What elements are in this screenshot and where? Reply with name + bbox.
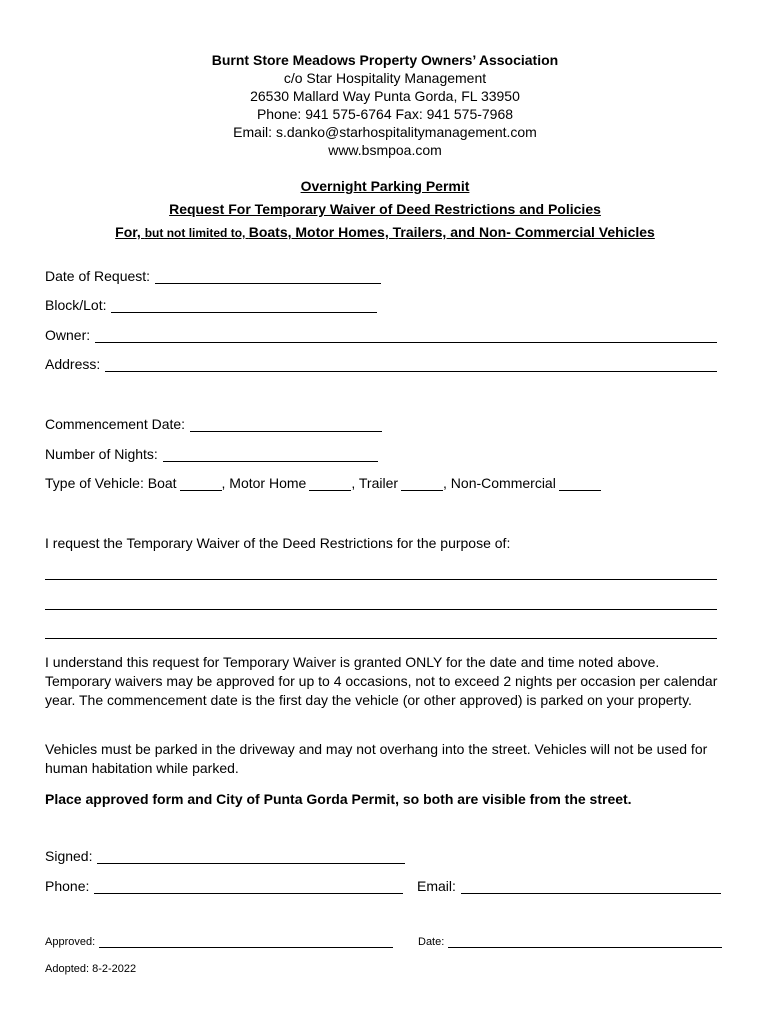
care-of: c/o Star Hospitality Management [283, 70, 487, 86]
date-of-request-field [45, 268, 381, 284]
contact-email: Email: s.danko@starhospitalitymanagement.com [233, 124, 537, 140]
approved-label: Approved: [45, 936, 96, 948]
signed-label: Signed: [45, 848, 93, 864]
block-lot-label: Block/Lot: [45, 297, 107, 313]
parking-rules-paragraph: Vehicles must be parked in the driveway and may not overhang into the street. Vehicles will not be used for human habitation while parked. [45, 741, 708, 776]
letterhead [0, 51, 770, 159]
street-address: 26530 Mallard Way Punta Gorda, FL 33950 [250, 88, 520, 104]
block-lot-line[interactable] [111, 297, 377, 313]
purpose-line-1[interactable] [45, 579, 717, 580]
vehicle-type-field [45, 475, 601, 491]
purpose-label: I request the Temporary Waiver of the Deed Restrictions for the purpose of: [45, 535, 511, 551]
approved-field [45, 935, 393, 948]
signed-line[interactable] [97, 848, 405, 864]
date-of-request-line[interactable] [155, 268, 381, 284]
vehicle-trailer-line[interactable] [401, 475, 443, 491]
phone-fax: Phone: 941 575-6764 Fax: 941 575-7968 [256, 106, 514, 122]
email-label: Email: [417, 878, 456, 894]
vehicle-noncommercial-line[interactable] [559, 475, 601, 491]
date-of-request-label: Date of Request: [45, 268, 151, 284]
org-name: Burnt Store Meadows Property Owners’ Association [211, 52, 559, 68]
vehicle-trailer-label: , Trailer [351, 475, 399, 491]
date-field [418, 935, 722, 948]
vehicle-noncommercial-label: , Non-Commercial [443, 475, 556, 491]
purpose-line-2[interactable] [45, 609, 717, 610]
signed-field [45, 848, 405, 864]
owner-field [45, 327, 717, 343]
vehicle-types-heading [0, 224, 770, 240]
vehicle-boat-line[interactable] [180, 475, 222, 491]
form-title: Overnight Parking Permit [300, 178, 470, 194]
adopted-date: Adopted: 8-2-2022 [45, 963, 137, 975]
block-lot-field [45, 297, 377, 313]
date-line[interactable] [448, 935, 722, 948]
number-of-nights-label: Number of Nights: [45, 446, 158, 462]
address-field [45, 356, 717, 372]
heading-part-for: For, [115, 224, 145, 240]
email-field [417, 878, 721, 894]
heading-part-small: but not limited to, [144, 226, 249, 240]
date-label: Date: [418, 936, 445, 948]
phone-label: Phone: [45, 878, 90, 894]
number-of-nights-field [45, 446, 378, 462]
website: www.bsmpoa.com [328, 142, 442, 158]
heading-part-vehicles: Boats, Motor Homes, Trailers, and Non- Commercial Vehicles [248, 224, 655, 240]
address-label: Address: [45, 356, 101, 372]
phone-line[interactable] [94, 878, 403, 894]
address-line[interactable] [105, 356, 717, 372]
vehicle-motorhome-label: , Motor Home [221, 475, 307, 491]
commencement-date-line[interactable] [190, 416, 382, 432]
owner-line[interactable] [95, 327, 717, 343]
purpose-line-3[interactable] [45, 638, 717, 639]
display-instructions: Place approved form and City of Punta Gorda Permit, so both are visible from the street. [45, 791, 632, 807]
commencement-date-field [45, 416, 382, 432]
vehicle-motorhome-line[interactable] [309, 475, 351, 491]
terms-paragraph: I understand this request for Temporary Waiver is granted ONLY for the date and time noted above. Temporary waivers may be approved for up to 4 occasions, not to exceed 2 nights per occasion per calendar year. The commencement date is the first day the vehicle (or other approved) is parked on your property. [45, 654, 718, 708]
form-subtitle: Request For Temporary Waiver of Deed Restrictions and Policies [169, 201, 601, 217]
email-line[interactable] [461, 878, 721, 894]
approved-line[interactable] [99, 935, 393, 948]
number-of-nights-line[interactable] [163, 446, 378, 462]
phone-field [45, 878, 403, 894]
commencement-date-label: Commencement Date: [45, 416, 186, 432]
owner-label: Owner: [45, 327, 91, 343]
vehicle-boat-label: Type of Vehicle: Boat [45, 475, 177, 491]
